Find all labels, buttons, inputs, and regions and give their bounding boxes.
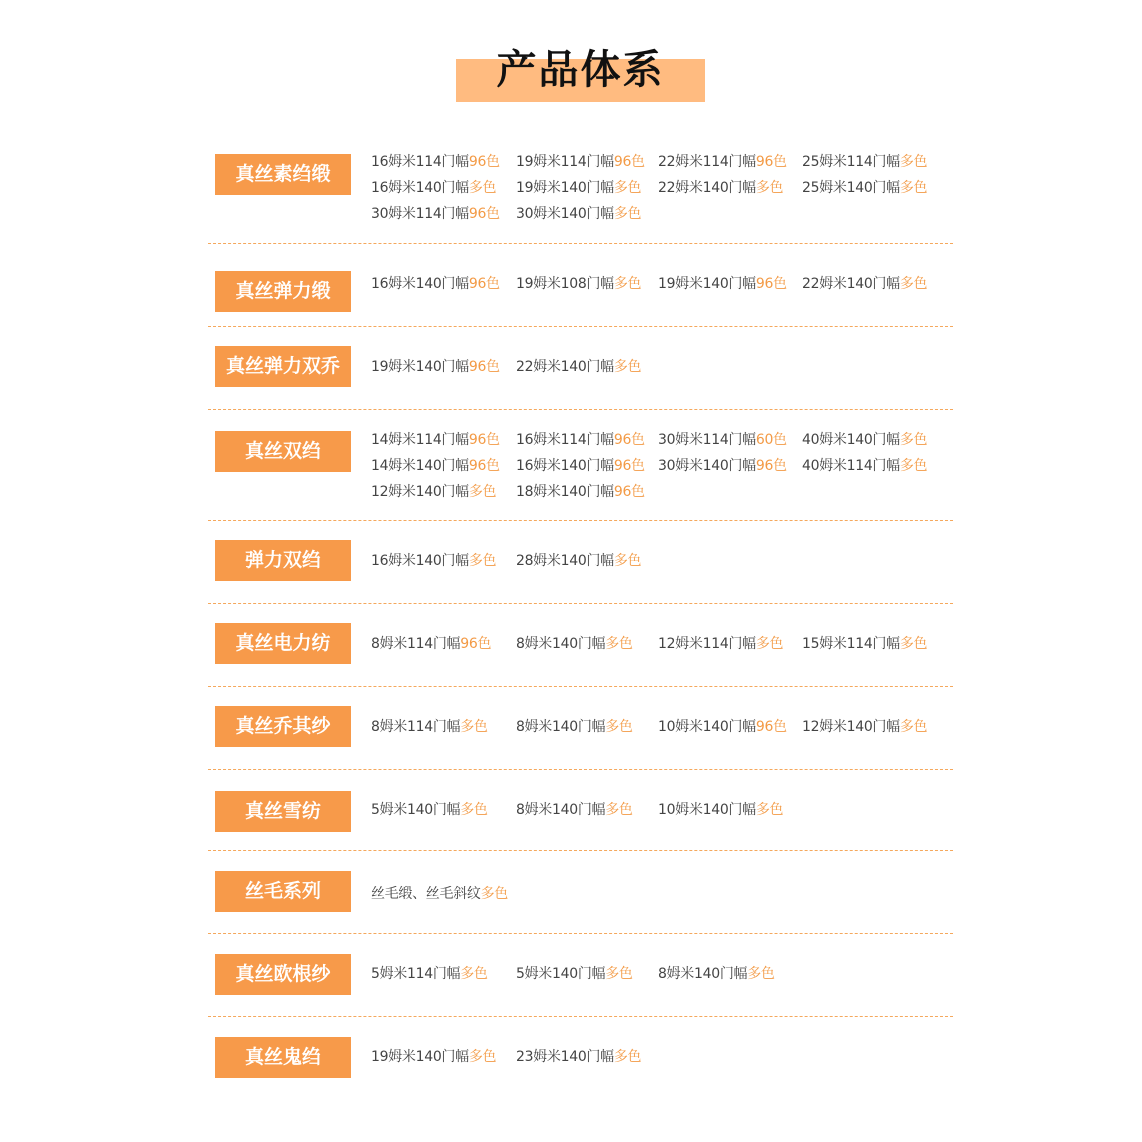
color-count: 多色 xyxy=(468,1049,497,1065)
color-count: 96色 xyxy=(755,276,787,292)
spec-label: 5姆米140门幅 xyxy=(371,802,461,818)
spec-label: 丝毛缎、丝毛斜纹 xyxy=(371,886,481,902)
category-tag: 真丝乔其纱 xyxy=(215,706,351,747)
spec-label: 19姆米140门幅 xyxy=(371,1049,469,1065)
category-row xyxy=(208,934,953,1017)
spec-label: 19姆米114门幅 xyxy=(516,154,614,170)
spec-label: 23姆米140门幅 xyxy=(516,1049,614,1065)
spec-label: 12姆米140门幅 xyxy=(802,719,900,735)
category-tag: 弹力双绉 xyxy=(215,540,351,581)
page-title: 产品体系 xyxy=(496,47,665,93)
spec-label: 28姆米140门幅 xyxy=(516,553,614,569)
color-count: 多色 xyxy=(480,886,509,902)
category-row xyxy=(208,604,953,687)
color-count: 多色 xyxy=(613,1049,642,1065)
category-tag: 丝毛系列 xyxy=(215,871,351,912)
spec-item xyxy=(371,427,500,453)
spec-item xyxy=(516,961,633,987)
spec-label: 22姆米140门幅 xyxy=(802,276,900,292)
spec-label: 10姆米140门幅 xyxy=(658,802,756,818)
spec-item xyxy=(802,271,927,297)
color-count: 96色 xyxy=(468,206,500,222)
color-count: 96色 xyxy=(755,458,787,474)
spec-label: 15姆米114门幅 xyxy=(802,636,900,652)
color-count: 多色 xyxy=(605,802,633,818)
category-row xyxy=(208,687,953,770)
spec-label: 16姆米114门幅 xyxy=(516,432,614,448)
spec-item xyxy=(802,714,927,740)
spec-label: 16姆米140门幅 xyxy=(371,553,469,569)
spec-item xyxy=(371,453,500,479)
color-count: 96色 xyxy=(613,484,645,500)
spec-label: 22姆米140门幅 xyxy=(516,359,614,375)
color-count: 多色 xyxy=(460,802,488,818)
spec-label: 16姆米114门幅 xyxy=(371,154,469,170)
spec-item xyxy=(658,631,783,657)
category-row xyxy=(208,130,953,244)
spec-item xyxy=(371,175,496,201)
spec-label: 5姆米140门幅 xyxy=(516,966,606,982)
spec-item xyxy=(371,479,496,505)
color-count: 多色 xyxy=(605,719,633,735)
color-count: 96色 xyxy=(468,458,500,474)
spec-label: 22姆米114门幅 xyxy=(658,154,756,170)
color-count: 60色 xyxy=(755,432,787,448)
color-count: 多色 xyxy=(899,432,928,448)
color-count: 多色 xyxy=(460,719,488,735)
color-count: 96色 xyxy=(468,359,500,375)
spec-item xyxy=(371,201,500,227)
spec-label: 16姆米140门幅 xyxy=(371,180,469,196)
category-tag: 真丝弹力双乔 xyxy=(215,346,351,387)
spec-label: 8姆米140门幅 xyxy=(516,802,606,818)
color-count: 多色 xyxy=(613,553,642,569)
color-count: 多色 xyxy=(899,719,928,735)
spec-item xyxy=(802,149,927,175)
spec-item xyxy=(516,271,641,297)
color-count: 多色 xyxy=(605,966,633,982)
spec-item xyxy=(658,175,783,201)
spec-item xyxy=(658,453,787,479)
spec-item xyxy=(516,149,645,175)
spec-label: 8姆米140门幅 xyxy=(516,636,606,652)
color-count: 多色 xyxy=(468,484,497,500)
section-title xyxy=(456,30,706,102)
spec-item xyxy=(516,453,645,479)
color-count: 多色 xyxy=(613,359,642,375)
color-count: 96色 xyxy=(460,636,492,652)
color-count: 多色 xyxy=(613,206,642,222)
spec-item xyxy=(371,714,488,740)
category-tag: 真丝双绉 xyxy=(215,431,351,472)
color-count: 96色 xyxy=(468,154,500,170)
spec-item xyxy=(371,149,500,175)
spec-label: 19姆米140门幅 xyxy=(516,180,614,196)
color-count: 多色 xyxy=(899,276,928,292)
color-count: 多色 xyxy=(747,966,775,982)
spec-item xyxy=(371,548,496,574)
spec-item xyxy=(516,714,633,740)
category-row xyxy=(208,410,953,521)
spec-item xyxy=(658,271,787,297)
category-tag: 真丝素绉缎 xyxy=(215,154,351,195)
spec-item xyxy=(516,479,645,505)
category-row xyxy=(208,770,953,851)
category-row xyxy=(208,521,953,604)
spec-item xyxy=(516,354,641,380)
color-count: 96色 xyxy=(613,154,645,170)
spec-label: 30姆米140门幅 xyxy=(516,206,614,222)
spec-item xyxy=(516,548,641,574)
spec-item xyxy=(371,271,500,297)
spec-item xyxy=(371,797,488,823)
color-count: 多色 xyxy=(755,802,784,818)
spec-item xyxy=(516,797,633,823)
color-count: 96色 xyxy=(755,719,787,735)
color-count: 多色 xyxy=(899,636,928,652)
spec-item xyxy=(371,631,491,657)
category-row xyxy=(208,1017,953,1099)
spec-label: 8姆米140门幅 xyxy=(658,966,748,982)
spec-item xyxy=(802,631,927,657)
spec-label: 18姆米140门幅 xyxy=(516,484,614,500)
spec-label: 22姆米140门幅 xyxy=(658,180,756,196)
color-count: 96色 xyxy=(468,276,500,292)
spec-item xyxy=(516,201,641,227)
color-count: 多色 xyxy=(613,180,642,196)
spec-item xyxy=(371,354,500,380)
spec-item xyxy=(658,427,787,453)
category-tag: 真丝欧根纱 xyxy=(215,954,351,995)
color-count: 多色 xyxy=(460,966,488,982)
spec-item xyxy=(516,427,645,453)
spec-item xyxy=(371,961,488,987)
spec-label: 25姆米114门幅 xyxy=(802,154,900,170)
category-tag: 真丝雪纺 xyxy=(215,791,351,832)
category-tag: 真丝弹力缎 xyxy=(215,271,351,312)
spec-label: 14姆米140门幅 xyxy=(371,458,469,474)
color-count: 多色 xyxy=(755,180,784,196)
spec-item xyxy=(658,149,787,175)
spec-label: 8姆米140门幅 xyxy=(516,719,606,735)
spec-item xyxy=(802,453,927,479)
spec-label: 16姆米140门幅 xyxy=(371,276,469,292)
spec-item xyxy=(371,881,508,907)
color-count: 96色 xyxy=(468,432,500,448)
spec-label: 40姆米140门幅 xyxy=(802,432,900,448)
category-row xyxy=(208,327,953,410)
color-count: 多色 xyxy=(605,636,633,652)
spec-label: 12姆米114门幅 xyxy=(658,636,756,652)
spec-item xyxy=(371,1044,496,1070)
spec-item xyxy=(802,427,927,453)
color-count: 多色 xyxy=(899,458,928,474)
color-count: 多色 xyxy=(468,180,497,196)
spec-label: 12姆米140门幅 xyxy=(371,484,469,500)
spec-item xyxy=(802,175,927,201)
spec-label: 40姆米114门幅 xyxy=(802,458,900,474)
category-tag: 真丝鬼绉 xyxy=(215,1037,351,1078)
color-count: 多色 xyxy=(899,154,928,170)
spec-item xyxy=(516,631,633,657)
spec-label: 30姆米114门幅 xyxy=(658,432,756,448)
product-list xyxy=(208,130,953,1099)
spec-item xyxy=(516,175,641,201)
color-count: 多色 xyxy=(899,180,928,196)
spec-item xyxy=(658,961,775,987)
color-count: 96色 xyxy=(613,458,645,474)
spec-label: 16姆米140门幅 xyxy=(516,458,614,474)
color-count: 多色 xyxy=(468,553,497,569)
color-count: 多色 xyxy=(755,636,784,652)
spec-label: 25姆米140门幅 xyxy=(802,180,900,196)
color-count: 96色 xyxy=(755,154,787,170)
spec-label: 10姆米140门幅 xyxy=(658,719,756,735)
category-row xyxy=(208,851,953,934)
spec-item xyxy=(658,714,787,740)
spec-label: 19姆米140门幅 xyxy=(371,359,469,375)
color-count: 96色 xyxy=(613,432,645,448)
spec-label: 14姆米114门幅 xyxy=(371,432,469,448)
spec-label: 30姆米140门幅 xyxy=(658,458,756,474)
color-count: 多色 xyxy=(613,276,642,292)
spec-item xyxy=(658,797,783,823)
spec-label: 30姆米114门幅 xyxy=(371,206,469,222)
category-tag: 真丝电力纺 xyxy=(215,623,351,664)
spec-label: 8姆米114门幅 xyxy=(371,719,461,735)
spec-label: 19姆米140门幅 xyxy=(658,276,756,292)
spec-item xyxy=(516,1044,641,1070)
category-row xyxy=(208,244,953,327)
spec-label: 19姆米108门幅 xyxy=(516,276,614,292)
spec-label: 5姆米114门幅 xyxy=(371,966,461,982)
spec-label: 8姆米114门幅 xyxy=(371,636,461,652)
